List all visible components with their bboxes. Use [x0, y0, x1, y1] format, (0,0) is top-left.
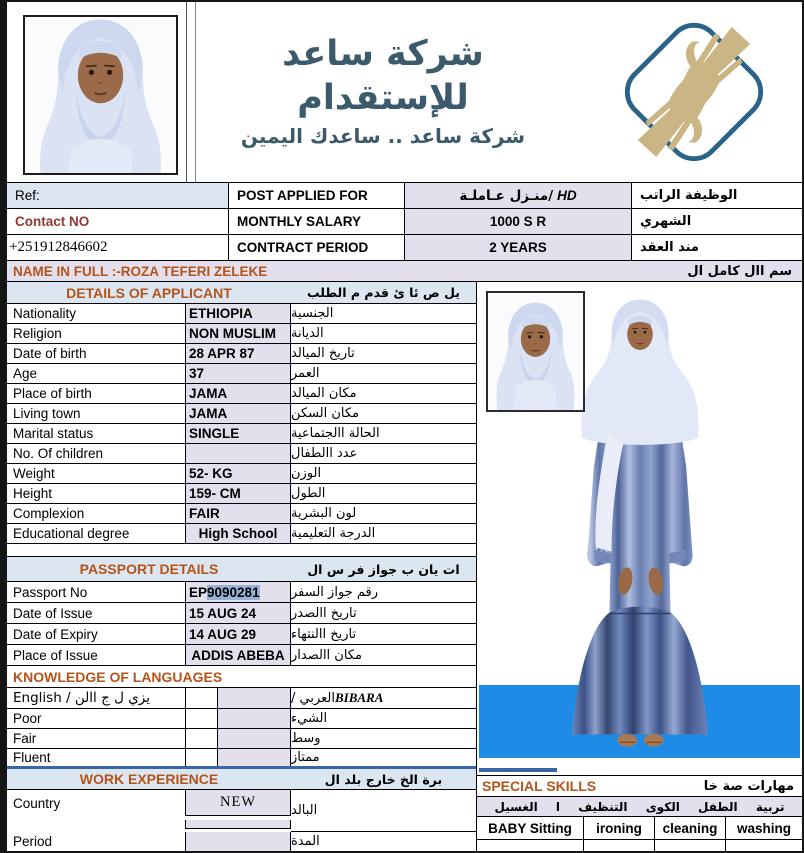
languages-title: KNOWLEDGE OF LANGUAGES [13, 668, 223, 685]
table-row [7, 504, 476, 524]
passport-number-prefix: EP [189, 584, 208, 600]
contract-label-ar: مند العقد [632, 235, 802, 261]
table-row [7, 404, 476, 424]
details-title-ar: الطلب م قدم ئ ئا ص يل [307, 285, 460, 300]
work-experience-title-ar: ال بلد خارج الخ برة [324, 771, 443, 787]
table-row [7, 364, 476, 384]
language-check-cell [185, 709, 217, 728]
special-skills-section [477, 776, 802, 851]
field-label: Marital status [13, 426, 94, 441]
field-label: No. Of children [13, 446, 104, 461]
passport-title-ar: ال س فر جواز ب يان ات [307, 561, 460, 577]
table-row [7, 603, 476, 624]
full-name-label-ar: ال كامل اال سم [687, 263, 792, 279]
headshot-illustration [25, 17, 176, 173]
skill-value-cell [726, 840, 802, 851]
field-label-ar: مكان االصدار [291, 647, 362, 663]
language-check-cell [185, 688, 217, 708]
field-label: Religion [13, 326, 62, 341]
post-applied-label: POST APPLIED FOR [229, 183, 405, 209]
language-row [7, 688, 476, 709]
period-label: Period [13, 834, 53, 850]
field-label: Complexion [13, 506, 85, 521]
proficiency-label-ar: ممتاز [291, 750, 320, 765]
field-label-ar: الحالة االجتماعية [291, 426, 380, 441]
country-label: Country [13, 795, 61, 811]
country-value: NEW [185, 790, 291, 816]
proficiency-label: Poor [13, 711, 42, 726]
field-value: 14 AUG 29 [185, 624, 291, 644]
inset-headshot-photo [486, 291, 585, 412]
field-label-ar: رقم جواز السفر [291, 584, 378, 600]
field-label: Nationality [13, 306, 77, 321]
passport-title: PASSPORT DETAILS [79, 561, 219, 577]
country-label-ar: البالد [291, 790, 476, 832]
skill-value-cell [477, 840, 584, 851]
field-value: SINGLE [185, 424, 291, 443]
language-check-cell [217, 709, 291, 728]
table-row [7, 344, 476, 364]
passport-number-value [185, 582, 291, 602]
banner [7, 2, 802, 182]
field-value: 37 [185, 364, 291, 383]
field-label-ar: عدد االطفال [291, 446, 358, 461]
empty-value-cell [185, 820, 291, 829]
contact-phone-number: +251912846602 [7, 235, 229, 261]
language-check-cell [217, 729, 291, 748]
field-value: NON MUSLIM [185, 324, 291, 343]
details-title: DETAILS OF APPLICANT [66, 284, 232, 301]
contract-period-label: CONTRACT PERIOD [229, 235, 405, 261]
blue-line-mark [479, 768, 557, 772]
field-label: Living town [13, 406, 81, 421]
post-applied-value-code: HD [557, 188, 577, 203]
field-value: ADDIS ABEBA [185, 645, 291, 665]
skills-empty-row [477, 840, 802, 851]
field-label-ar: الديانة [291, 326, 324, 341]
monthly-label-ar: الشهري [632, 209, 802, 235]
post-applied-value [405, 183, 632, 209]
photo-skills-column [477, 282, 802, 851]
applicant-headshot-cell [7, 2, 187, 182]
period-value [185, 832, 291, 851]
field-value: JAMA [185, 384, 291, 403]
languages-section-header [7, 666, 476, 688]
post-applied-value-ar: عـاملـة منـزل/ [459, 187, 554, 204]
language-check-cell [185, 729, 217, 748]
field-label-ar: تاريخ الميالد [291, 346, 355, 361]
work-experience-section-header [7, 769, 476, 790]
field-value: FAIR [185, 504, 291, 523]
arabic-language-latin: BIBARA [334, 690, 384, 705]
table-row [7, 444, 476, 464]
table-row [7, 464, 476, 484]
field-label-ar: الطول [291, 486, 326, 501]
field-value: JAMA [185, 404, 291, 423]
period-label-ar: المدة [291, 834, 320, 850]
field-label-ar: تاريخ االصدر [291, 605, 357, 621]
field-label: Age [13, 366, 38, 381]
contact-no-label: Contact NO [7, 209, 229, 235]
field-value: 159- CM [185, 484, 291, 503]
special-skills-title: SPECIAL SKILLS [482, 778, 597, 794]
skill-column-header: ironing [584, 817, 655, 839]
skill-value-cell [655, 840, 726, 851]
proficiency-label-ar: وسط [291, 731, 321, 746]
spacer [7, 544, 476, 556]
language-check-cell [217, 688, 291, 708]
field-label-ar: تاريخ االنتهاء [291, 626, 357, 642]
applicant-headshot-photo [23, 15, 178, 175]
proficiency-label: Fluent [13, 750, 51, 765]
language-check-cell [185, 749, 217, 766]
table-row [7, 582, 476, 603]
field-value: ETHIOPIA [185, 304, 291, 323]
field-label-ar: مكان الميالد [291, 386, 357, 401]
monthly-salary-value: 1000 S R [405, 209, 632, 235]
passport-number-highlighted: 9090281 [207, 584, 260, 600]
helping-hands-logo-icon [600, 10, 788, 174]
field-label-ar: لون البشرية [291, 506, 357, 521]
skill-column-header: cleaning [655, 817, 726, 839]
body [7, 282, 802, 851]
table-row [7, 484, 476, 504]
field-label: Weight [13, 466, 55, 481]
details-section-header [7, 282, 476, 304]
full-name-value: NAME IN FULL :-ROZA TEFERI ZELEKE [13, 263, 268, 279]
applicant-details-column [7, 282, 477, 851]
company-name-block [196, 33, 570, 151]
field-label: Date of Issue [13, 605, 93, 621]
passport-section-header [7, 556, 476, 582]
field-label-ar: الدرجة التعليمية [291, 526, 376, 541]
language-row [7, 749, 476, 769]
field-value [185, 444, 291, 463]
field-label: Date of birth [13, 346, 87, 361]
field-label: Place of Issue [13, 647, 98, 663]
work-experience-title: WORK EXPERIENCE [79, 771, 219, 787]
full-length-photo [477, 282, 802, 776]
skill-column-header: washing [736, 820, 791, 836]
skill-column-header: BABY Sitting [477, 817, 584, 839]
arabic-language-label [291, 688, 476, 708]
field-label: Passport No [13, 584, 88, 600]
proficiency-label-ar: الشيء [291, 711, 328, 726]
field-value: 52- KG [185, 464, 291, 483]
job-salary-label-ar: الوظيفة الراتب [632, 183, 802, 209]
ref-label: Ref: [7, 183, 229, 209]
field-label-ar: مكان السكن [291, 406, 360, 421]
field-label: Date of Expiry [13, 626, 98, 642]
company-header [195, 2, 802, 182]
field-label-ar: الجنسية [291, 306, 334, 321]
proficiency-label: Fair [13, 731, 37, 746]
header-table [7, 182, 802, 261]
field-value: High School [185, 524, 291, 543]
work-experience-table [7, 790, 476, 851]
company-slogan: شركة ساعد .. ساعدك اليمين [240, 123, 526, 148]
skills-arabic-labels: الغسيل ا التنظيف الكوى تربية الطفل [494, 799, 785, 814]
table-row [7, 645, 476, 666]
contract-period-value: 2 YEARS [405, 235, 632, 261]
table-row [7, 324, 476, 344]
field-label-ar: العمر [291, 366, 320, 381]
english-language-label: English / االن ج ل يزي [13, 690, 151, 706]
skill-value-cell [584, 840, 655, 851]
field-value: 28 APR 87 [185, 344, 291, 363]
table-row [7, 424, 476, 444]
table-row [7, 524, 476, 544]
field-label-ar: الوزن [291, 466, 322, 481]
company-title: شركة ساعد للإستقدام [282, 34, 484, 118]
skills-arabic-row [477, 797, 802, 817]
language-row [7, 729, 476, 749]
special-skills-header [477, 776, 802, 797]
table-row [7, 384, 476, 404]
field-label: Height [13, 486, 53, 501]
arabic-language-ar: العربي / [291, 690, 335, 706]
field-label: Place of birth [13, 386, 92, 401]
full-name-row [7, 261, 802, 282]
language-row [7, 709, 476, 729]
skills-columns-row [477, 817, 802, 840]
special-skills-title-ar: خا صة مهارات [703, 778, 794, 794]
monthly-salary-label: MONTHLY SALARY [229, 209, 405, 235]
field-value: 15 AUG 24 [185, 603, 291, 623]
table-row [7, 304, 476, 324]
empty-cell [7, 820, 185, 829]
language-check-cell [217, 749, 291, 766]
field-label: Educational degree [13, 526, 130, 541]
table-row [7, 624, 476, 645]
